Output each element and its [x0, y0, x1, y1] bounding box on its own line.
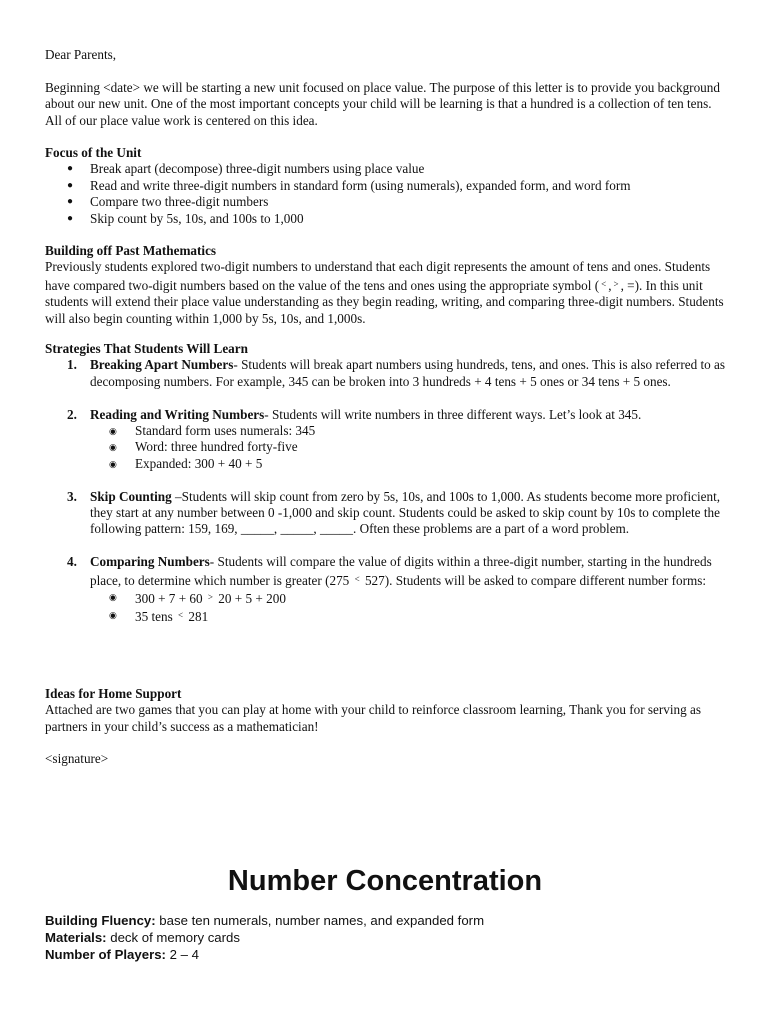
past-math-heading: Building off Past Mathematics [45, 243, 217, 258]
strategy-number: 3. [67, 488, 77, 504]
greeting: Dear Parents, [45, 47, 117, 62]
strategy-item [45, 554, 730, 626]
list-item: ◉ Standard form uses numerals: 345 [90, 423, 730, 439]
players-line [45, 947, 730, 964]
past-math-paragraph: Previously students explored two-digit numbers to understand that each digit represents the amount of tens and ones. Students have compared two-digit numbers based on the value of the tens and ones using the appropriate symbol ( < , > , =). In this unit students will extend their place value understanding as they begin reading, writing, and comparing three-digit numbers. Students will also begin counting within 1,000 by 5s, 10s, and 1,000s. [45, 259, 724, 326]
less-than-symbol: < [601, 278, 607, 289]
strategy-item [45, 357, 730, 390]
list-item: ● Skip count by 5s, 10s, and 100s to 1,000 [45, 211, 730, 227]
comparison-right: 20 + 5 + 200 [215, 591, 286, 607]
home-support-paragraph: Attached are two games that you can play at home with your child to reinforce classroom learning, Thank you for serving as partners in your child’s success as a mathematician! [45, 702, 702, 734]
home-support-section [45, 686, 730, 735]
strategies-list [45, 357, 730, 625]
materials-line [45, 930, 730, 947]
game-info [45, 913, 730, 963]
materials-value: deck of memory cards [106, 929, 240, 945]
strategy-text: –Students will skip count from zero by 5s, 10s, and 100s to 1,000. As students become more proficient, they start at any number between 0 -1,000 and skip count. Students could be asked to skip count by 10s to complete the following pattern: 159, 169, _____, _____, _____. Often these problems are a part of a word problem. [90, 488, 721, 537]
fluency-line [45, 913, 730, 930]
strategy-number: 1. [67, 357, 77, 373]
materials-label: Materials: [45, 929, 107, 945]
list-item [90, 607, 730, 625]
strategy-text: - Students will compare the value of digits within a three-digit number, starting in the hundreds place, to determine which number is greater (275 [90, 554, 712, 588]
strategies-section [45, 341, 730, 642]
players-value: 2 – 4 [165, 946, 199, 962]
number-forms-list [90, 423, 730, 472]
list-item [90, 589, 730, 607]
greater-than-symbol: > [613, 278, 619, 289]
less-than-symbol: < [178, 610, 184, 621]
strategy-title: Skip Counting [90, 488, 172, 504]
comparison-left: 35 tens [135, 609, 177, 625]
focus-heading: Focus of the Unit [45, 145, 142, 160]
less-than-symbol: < [354, 573, 360, 584]
fluency-value: base ten numerals, number names, and expanded form [155, 913, 485, 928]
list-item: ● Read and write three-digit numbers in standard form (using numerals), expanded form, and word form [45, 178, 730, 194]
fluency-label: Building Fluency: [45, 913, 156, 928]
comparison-list [90, 589, 730, 626]
strategy-title: Breaking Apart Numbers [90, 357, 234, 373]
players-label: Number of Players: [45, 946, 166, 962]
intro-paragraph: Beginning <date> we will be starting a new unit focused on place value. The purpose of this letter is to provide you background about our new unit. One of the most important concepts your child will be learning is that a hundred is a collection of ten tens. All of our place value work is centered on this idea. [45, 80, 720, 128]
focus-section [45, 145, 730, 227]
greater-than-symbol: > [207, 592, 213, 603]
strategy-text: - Students will write numbers in three different ways. Let’s look at 345. [264, 406, 642, 422]
list-item: ● Compare two three-digit numbers [45, 194, 730, 210]
list-item: ● Break apart (decompose) three-digit numbers using place value [45, 161, 730, 177]
strategy-number: 2. [67, 406, 77, 422]
past-math-section [45, 243, 730, 327]
strategy-title: Reading and Writing Numbers [90, 406, 265, 422]
past-math-text: Previously students explored two-digit numbers to understand that each digit represents the amount of tens and ones. Students have compared two-digit numbers based on the value of the tens and ones using the appropriate symbol ( [45, 259, 711, 293]
list-item: ◉ Word: three hundred forty-five [90, 439, 730, 455]
strategy-item [45, 407, 730, 473]
strategy-text: - Students will break apart numbers using hundreds, tens, and ones. This is also referred to as decomposing numbers. For example, 345 can be broken into 3 hundreds + 4 tens + 5 ones or 34 tens + 5 ones. [90, 357, 725, 389]
strategy-item [45, 489, 730, 538]
focus-list [45, 161, 730, 227]
strategy-text: 527). Students will be asked to compare different number forms: [361, 572, 707, 588]
home-support-heading: Ideas for Home Support [45, 686, 182, 701]
game-title: Number Concentration [227, 865, 543, 897]
signature-placeholder: <signature> [45, 751, 109, 766]
strategies-heading: Strategies That Students Will Learn [45, 341, 248, 356]
past-math-text: , =). In this unit students will extend their place value understanding as they begin reading, writing, and comparing three-digit numbers. Students will also begin counting within 1,000 by 5s, 10s, and 1,000s. [45, 277, 724, 326]
comparison-left: 300 + 7 + 60 [135, 591, 206, 607]
comparison-right: 281 [185, 609, 209, 625]
list-item: ◉ Expanded: 300 + 40 + 5 [90, 456, 730, 472]
strategy-number: 4. [67, 554, 77, 570]
strategy-title: Comparing Numbers [90, 554, 210, 570]
